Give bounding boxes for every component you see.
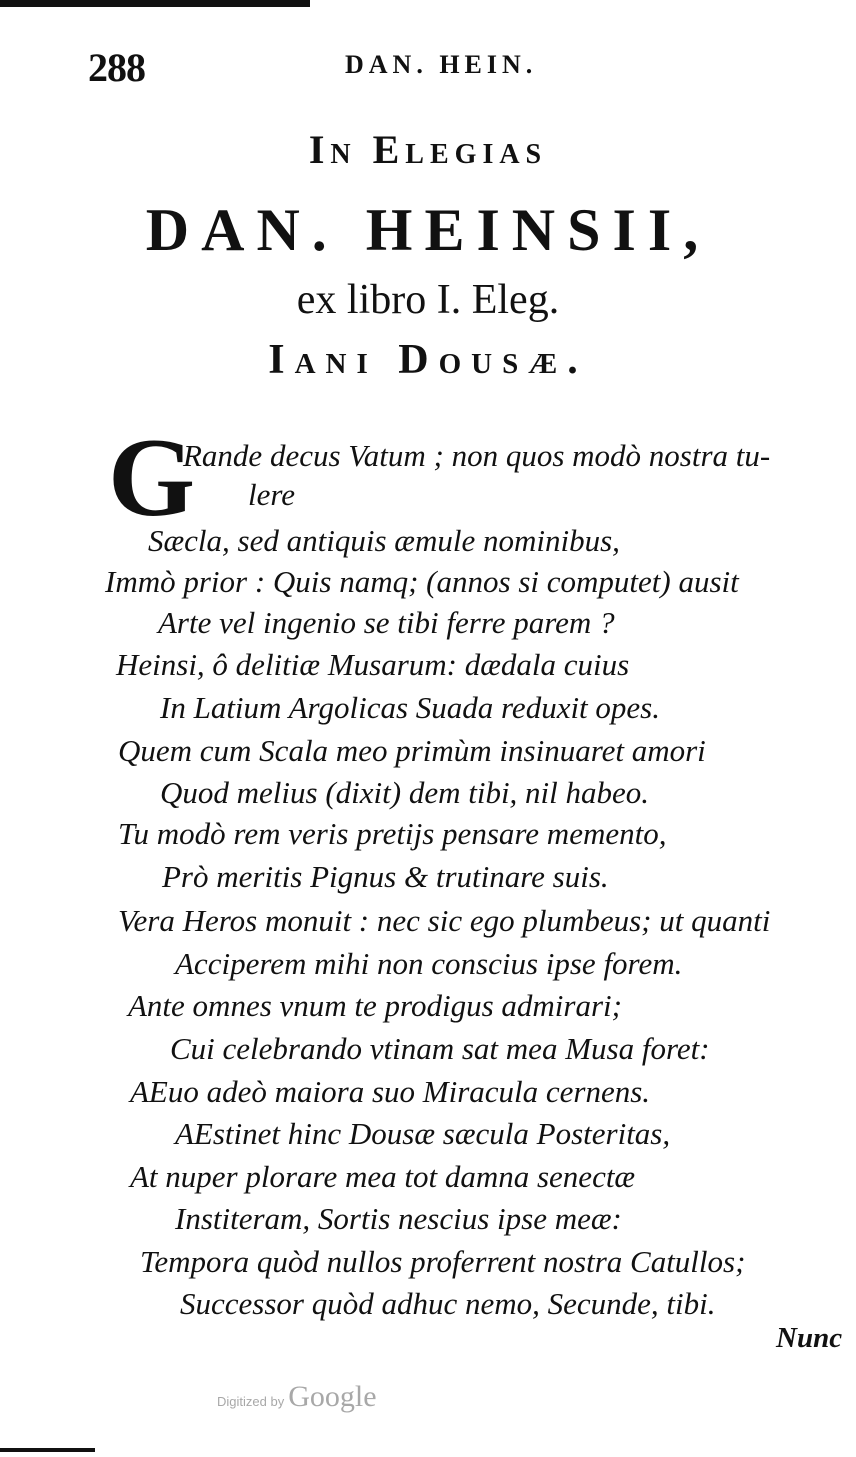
verse-line-14: Ante omnes vnum te prodigus admirari; — [128, 988, 622, 1023]
digitized-watermark — [217, 1380, 377, 1414]
verse-line-11: Prò meritis Pignus & trutinare suis. — [162, 859, 609, 894]
page-number: 288 — [88, 45, 145, 90]
verse-line-1: Rande decus Vatum ; non quos modò nostra tu- — [183, 438, 771, 473]
verse-line-18: At nuper plorare mea tot damna senectæ — [130, 1159, 636, 1194]
digitized-prefix: Digitized by — [217, 1394, 285, 1409]
verse-line-20: Tempora quòd nullos proferrent nostra Catullos; — [140, 1244, 746, 1279]
verse-line-12: Vera Heros monuit : nec sic ego plumbeus; ut quanti — [118, 903, 771, 938]
verse-line-5: Arte vel ingenio se tibi ferre parem ? — [158, 605, 615, 640]
verse-line-17: AEstinet hinc Dousæ sæcula Posteritas, — [175, 1116, 671, 1151]
verse-line-4: Immò prior : Quis namq; (annos si computet) ausit — [105, 564, 739, 599]
verse-line-21: Successor quòd adhuc nemo, Secunde, tibi. — [180, 1286, 716, 1321]
verse-line-6: Heinsi, ô delitiæ Musarum: dædala cuius — [116, 647, 630, 682]
verse-line-2: lere — [248, 477, 296, 512]
google-logo: Google — [288, 1380, 377, 1413]
bottom-border-rule — [0, 1448, 95, 1452]
catchword: Nunc — [776, 1322, 843, 1354]
title-line-2: DAN. HEINSII, — [145, 197, 711, 263]
verse-line-7: In Latium Argolicas Suada reduxit opes. — [160, 690, 660, 725]
title-line-1: In Elegias — [308, 127, 548, 172]
verse-line-10: Tu modò rem veris pretijs pensare memento, — [118, 816, 667, 851]
title-line-3: ex libro I. Eleg. — [296, 277, 560, 323]
verse-line-8: Quem cum Scala meo primùm insinuaret amori — [118, 733, 706, 768]
verse-line-15: Cui celebrando vtinam sat mea Musa foret: — [170, 1031, 710, 1066]
top-border-rule — [0, 0, 310, 7]
verse-line-19: Institeram, Sortis nescius ipse meæ: — [175, 1201, 622, 1236]
title-line-4: Iani Dousæ. — [268, 337, 588, 383]
running-head: DAN. HEIN. — [345, 50, 538, 79]
verse-line-13: Acciperem mihi non conscius ipse forem. — [175, 946, 683, 981]
verse-line-3: Sæcla, sed antiquis æmule nominibus, — [148, 523, 620, 558]
verse-line-16: AEuo adeò maiora suo Miracula cernens. — [130, 1074, 651, 1109]
verse-line-9: Quod melius (dixit) dem tibi, nil habeo. — [160, 775, 650, 810]
drop-cap: G — [108, 416, 196, 540]
